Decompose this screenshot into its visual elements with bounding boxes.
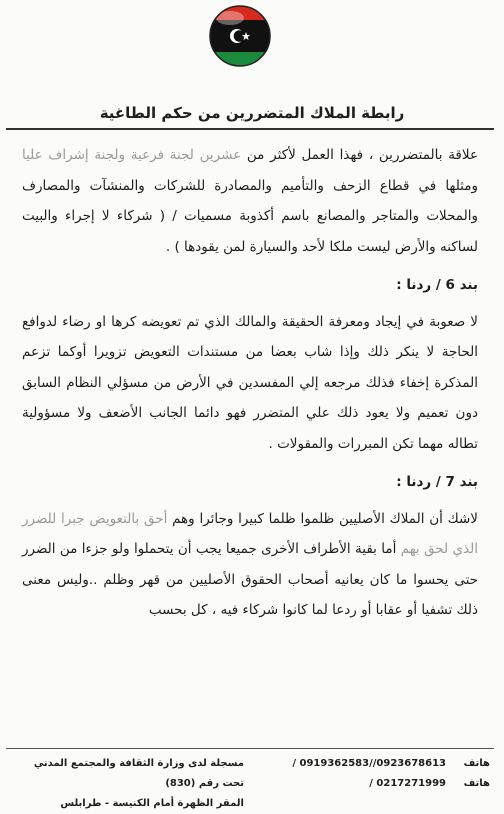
intro-paragraph (22, 140, 478, 262)
footer-phones (250, 754, 490, 794)
phone-number-1: 0923678613//0919362583 / (292, 758, 446, 769)
address-text: المقر الظهرة أمام الكنيسة - طرابلس (60, 798, 244, 809)
document-body (22, 140, 478, 626)
footer-divider (6, 748, 494, 749)
intro-text-3: ومثلها في قطاع الزحف والتأميم والمصادرة للشركات والمنشآت والمصارف والمحلات والمتاجر والمصانع باسم أكذوبة مسميات / ( شركاء لا إجراء والبيت لساكنه والأرض ليست ملكا لأحد والسيارة لمن يقودها ) . (22, 177, 478, 255)
libya-flag-emblem-icon (208, 4, 272, 68)
footer (14, 754, 490, 809)
section-6-paragraph: لا صعوبة في إيجاد ومعرفة الحقيقة والمالك الذي تم تعويضه كرها او رضاء لدوافع الحاجة لا ينكر ذلك وإذا شاب بعضا من مستندات التعويض تزويرا أوكما تزعم المذكرة إخفاء فذلك مرجعه إلي المفسدين في الأرض من مسؤلي النظام السابق دون تعميم ولا يعود ذلك علي المتضرر فهو دائما الجانب الأضعف ولا مسؤولية تطاله مهما تكن المبررات والمقولات . (22, 313, 478, 452)
section-7-heading: بند 7 / ردنا : (396, 474, 478, 490)
phone-number-2: 0217271999 / (369, 778, 446, 789)
phone-line-2 (250, 774, 490, 794)
section-7-paragraph (22, 504, 478, 626)
section-7-text-3: أما بقية الأطراف الأخرى جميعا يجب أن يتحملوا ولو جزءا من الضرر حتى يحسوا ما كان يعانيه أصحاب الحقوق الأصليين من قهر وظلم ..وليس معنى ذلك تشفيا أو عقابا أو ردعا لما كانوا شركاء فيه ، كل بحسب (22, 541, 478, 618)
phone-label: هاتف (463, 758, 490, 769)
section-7-text-1: لاشك أن الملاك الأصليين ظلموا ظلما كبيرا وجائرا وهم (167, 510, 478, 527)
section-6-heading: بند 6 / ردنا : (396, 277, 478, 293)
page-title: رابطة الملاك المتضررين من حكم الطاغية (99, 104, 405, 122)
footer-registration (14, 754, 244, 814)
phone-label: هاتف (463, 778, 490, 789)
phone-line-1 (250, 754, 490, 774)
section-7-text-2: أحق بالتعويض جبرا للضرر الذي لحق بهم (22, 510, 478, 557)
header-divider (6, 128, 494, 130)
intro-text-2: عشرين لجنة فرعية ولجنة إشراف عليا (22, 147, 242, 163)
registration-text: مسجلة لدى وزارة الثقافة والمجتمع المدني تحت رقم (830) (33, 758, 244, 789)
intro-text-1: علاقة بالمتضررين ، فهذا العمل لأكثر من (241, 147, 478, 163)
